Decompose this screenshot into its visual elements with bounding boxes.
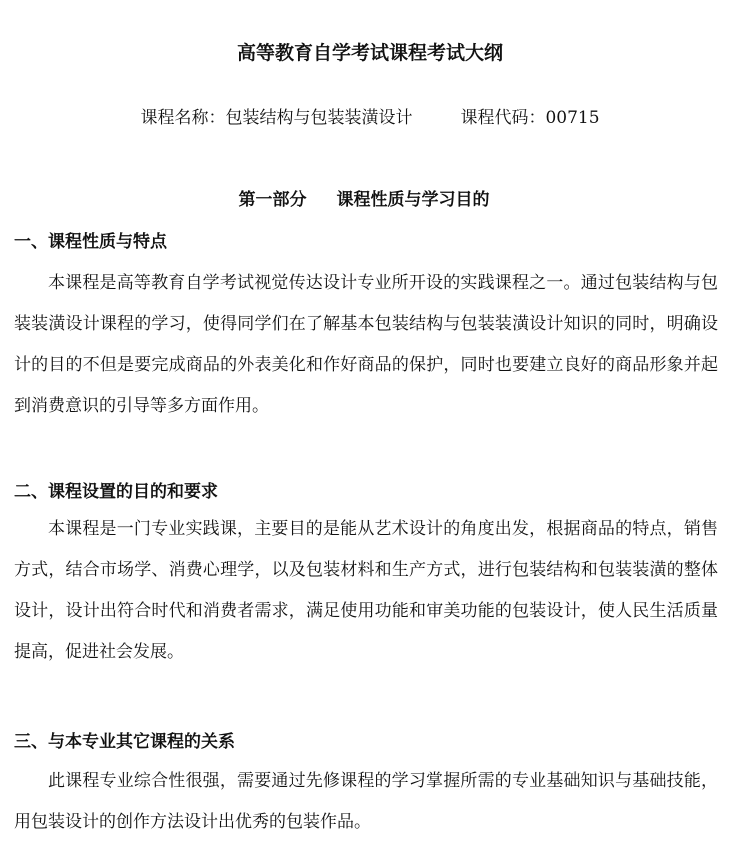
section-heading-purpose: 二、课程设置的目的和要求 — [14, 482, 218, 502]
section-body-purpose: 本课程是一门专业实践课，主要目的是能从艺术设计的角度出发，根据商品的特点，销售方式，结合市场学、消费心理学，以及包装材料和生产方式，进行包装结构和包装装潢的整体设计，设计出符合时代和消费者需求，满足使用功能和审美功能的包装设计，使人民生活质量提高，促进社会发展。 — [14, 519, 718, 662]
part-title: 课程性质与学习目的 — [336, 190, 490, 210]
document-title: 高等教育自学考试课程考试大纲 — [236, 42, 503, 64]
part-number: 第一部分 — [238, 190, 307, 210]
course-name: 课程名称：包装结构与包装装潢设计 — [140, 108, 413, 128]
section-heading-relations: 三、与本专业其它课程的关系 — [14, 732, 235, 752]
section-body-relations: 此课程专业综合性很强，需要通过先修课程的学习掌握所需的专业基础知识与基础技能，用包装设计的创作方法设计出优秀的包装作品。 — [14, 771, 718, 832]
section-heading-nature: 一、课程性质与特点 — [14, 232, 167, 252]
course-code: 课程代码：00715 — [460, 108, 600, 128]
part-heading — [0, 187, 728, 213]
course-info-line — [0, 105, 740, 131]
section-body-nature: 本课程是高等教育自学考试视觉传达设计专业所开设的实践课程之一。通过包装结构与包装装潢设计课程的学习，使得同学们在了解基本包装结构与包装装潢设计知识的同时，明确设计的目的不但是要完成商品的外表美化和作好商品的保护，同时也要建立良好的商品形象并起到消费意识的引导等多方面作用。 — [14, 273, 718, 416]
